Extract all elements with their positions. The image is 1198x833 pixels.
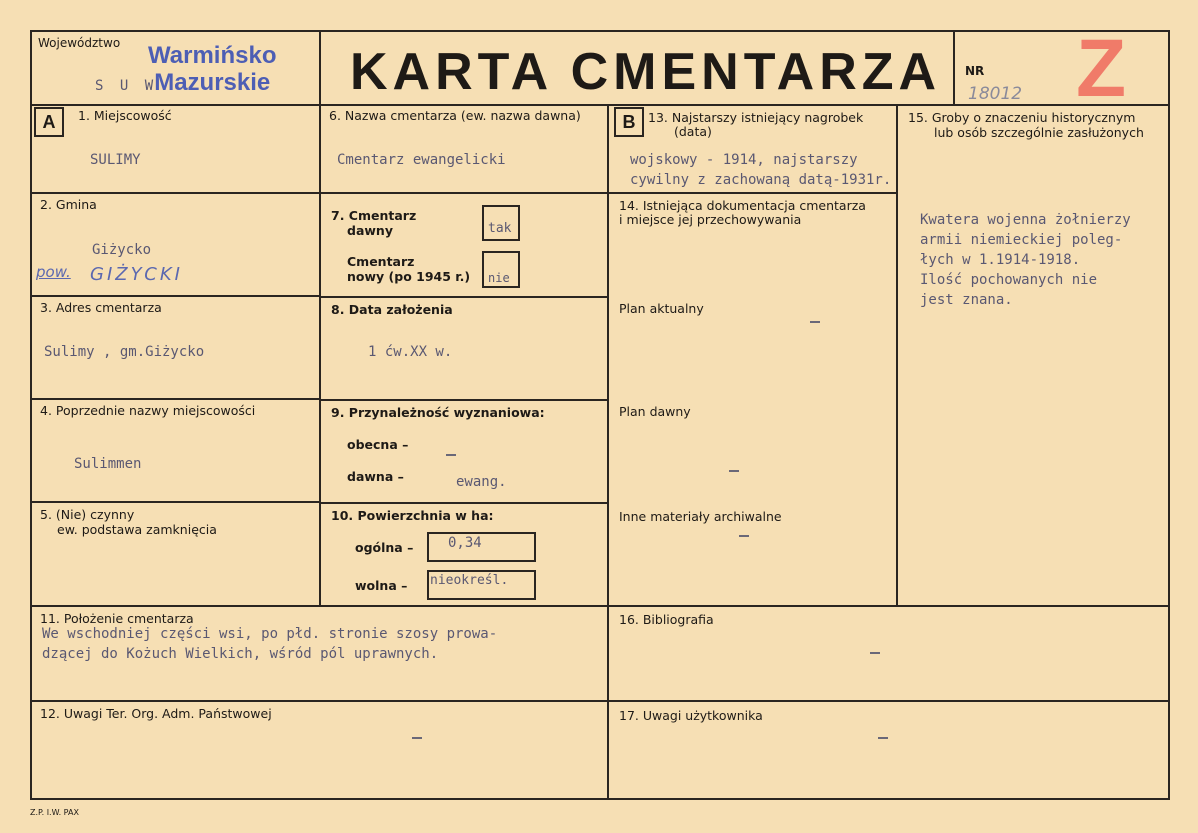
field-9-current-label: obecna – bbox=[347, 437, 409, 452]
section-a-box: A bbox=[34, 107, 64, 137]
plan-former-value bbox=[729, 470, 739, 472]
field-9-former-value: ewang. bbox=[456, 474, 507, 490]
field-10-free-label: wolna – bbox=[355, 578, 408, 593]
field-4-value: Sulimmen bbox=[74, 456, 142, 472]
corner-mark: Z bbox=[1076, 23, 1127, 114]
field-15-value-3: łych w 1.1914-1918. bbox=[920, 252, 1081, 268]
field-5-label-1: 5. (Nie) czynny bbox=[40, 507, 135, 522]
row-line-a4 bbox=[30, 501, 320, 503]
field-3-value: Sulimy , gm.Giżycko bbox=[44, 344, 205, 360]
field-7-old-label: dawny bbox=[347, 223, 393, 238]
printer-footer: Z.P. I.W. PAX bbox=[30, 808, 79, 817]
col-divider-3 bbox=[896, 104, 898, 606]
field-2-label: 2. Gmina bbox=[40, 197, 97, 212]
field-14-label-2: i miejsce jej przechowywania bbox=[619, 212, 802, 227]
typed-voivodeship: S U W bbox=[95, 78, 158, 94]
field-11-value-2: dzącej do Kożuch Wielkich, wśród pól uprawnych. bbox=[42, 646, 439, 662]
page-title: KARTA CMENTARZA bbox=[350, 43, 942, 101]
field-8-label: 8. Data założenia bbox=[331, 302, 453, 317]
field-15-label-1: 15. Groby o znaczeniu historycznym bbox=[908, 110, 1136, 125]
row-line-bottom bbox=[30, 700, 1170, 702]
row-line-b3 bbox=[319, 399, 609, 401]
nr-divider bbox=[953, 30, 955, 105]
field-9-former-label: dawna – bbox=[347, 469, 404, 484]
field-9-label: 9. Przynależność wyznaniowa: bbox=[331, 405, 545, 420]
field-16-value bbox=[870, 652, 880, 654]
stamp-line-2: Mazurskie bbox=[154, 69, 271, 96]
field-7-new-value: nie bbox=[488, 271, 510, 285]
row-line-b2 bbox=[319, 296, 609, 298]
field-15-label-2: lub osób szczególnie zasłużonych bbox=[934, 125, 1144, 140]
row-line-main bbox=[30, 605, 1170, 607]
row-line-a3 bbox=[30, 398, 320, 400]
field-11-value-1: We wschodniej części wsi, po płd. stronie szosy prowa- bbox=[42, 626, 498, 642]
field-10-free-value: nieokreśl. bbox=[430, 573, 509, 588]
col-divider-1 bbox=[319, 30, 321, 606]
col-divider-2 bbox=[607, 104, 609, 800]
field-12-label: 12. Uwagi Ter. Org. Adm. Państwowej bbox=[40, 706, 272, 721]
field-13-value-2: cywilny z zachowaną datą-1931r. bbox=[630, 172, 892, 188]
field-16-label: 16. Bibliografia bbox=[619, 612, 714, 627]
field-17-label: 17. Uwagi użytkownika bbox=[619, 708, 763, 723]
field-6-label: 6. Nazwa cmentarza (ew. nazwa dawna) bbox=[329, 108, 581, 123]
stamp-line-1: Warmińsko bbox=[148, 42, 277, 69]
voivodeship-stamp bbox=[148, 42, 276, 96]
field-4-label: 4. Poprzednie nazwy miejscowości bbox=[40, 403, 256, 418]
field-2-value: Giżycko bbox=[92, 242, 152, 258]
row-line-a1 bbox=[30, 192, 320, 194]
field-10-total-value: 0,34 bbox=[448, 535, 482, 551]
field-6-value: Cmentarz ewangelicki bbox=[337, 152, 506, 168]
field-15-value-4: Ilość pochowanych nie bbox=[920, 272, 1098, 288]
header-divider bbox=[30, 104, 1170, 106]
field-13-label-2: (data) bbox=[674, 124, 712, 139]
field-3-label: 3. Adres cmentarza bbox=[40, 300, 162, 315]
row-line-b1 bbox=[319, 192, 609, 194]
field-8-value: 1 ćw.XX w. bbox=[368, 344, 453, 360]
field-15-value-1: Kwatera wojenna żołnierzy bbox=[920, 212, 1131, 228]
row-line-b4 bbox=[319, 502, 609, 504]
row-line-c1 bbox=[607, 192, 897, 194]
field-11-label: 11. Położenie cmentarza bbox=[40, 611, 194, 626]
field-1-label: 1. Miejscowość bbox=[78, 108, 172, 123]
voivodeship-label: Województwo bbox=[38, 36, 121, 50]
field-13-label-1: 13. Najstarszy istniejący nagrobek bbox=[648, 110, 864, 125]
field-10-label: 10. Powierzchnia w ha: bbox=[331, 508, 494, 523]
field-2-hand-prefix: pow. bbox=[36, 263, 71, 281]
plan-former-label: Plan dawny bbox=[619, 404, 691, 419]
frame-right bbox=[1168, 30, 1170, 800]
field-2-hand-value: GIŻYCKI bbox=[90, 264, 183, 285]
plan-current-label: Plan aktualny bbox=[619, 301, 704, 316]
field-17-value bbox=[878, 737, 888, 739]
section-b-box: B bbox=[614, 107, 644, 137]
other-materials-label: Inne materiały archiwalne bbox=[619, 509, 782, 524]
field-12-value bbox=[412, 737, 422, 739]
field-14-label-1: 14. Istniejąca dokumentacja cmentarza bbox=[619, 198, 866, 213]
field-7-old-value: tak bbox=[488, 221, 512, 236]
field-1-value: SULIMY bbox=[90, 152, 141, 168]
nr-value: 18012 bbox=[968, 84, 1023, 104]
field-7-new-label-1: Cmentarz bbox=[347, 254, 415, 269]
nr-label: NR bbox=[965, 64, 985, 78]
field-9-current-value bbox=[446, 454, 456, 456]
other-materials-value bbox=[739, 535, 749, 537]
frame-top bbox=[30, 30, 1170, 32]
field-7-label: 7. Cmentarz bbox=[331, 208, 417, 223]
frame-bottom bbox=[30, 798, 1170, 800]
field-5-label-2: ew. podstawa zamknięcia bbox=[57, 522, 217, 537]
field-10-total-label: ogólna – bbox=[355, 540, 414, 555]
field-15-value-5: jest znana. bbox=[920, 292, 1013, 308]
frame-left bbox=[30, 30, 32, 800]
field-15-value-2: armii niemieckiej poleg- bbox=[920, 232, 1123, 248]
field-7-new-label-2: nowy (po 1945 r.) bbox=[347, 269, 471, 284]
field-13-value-1: wojskowy - 1914, najstarszy bbox=[630, 152, 858, 168]
row-line-a2 bbox=[30, 295, 320, 297]
plan-current-value bbox=[810, 321, 820, 323]
